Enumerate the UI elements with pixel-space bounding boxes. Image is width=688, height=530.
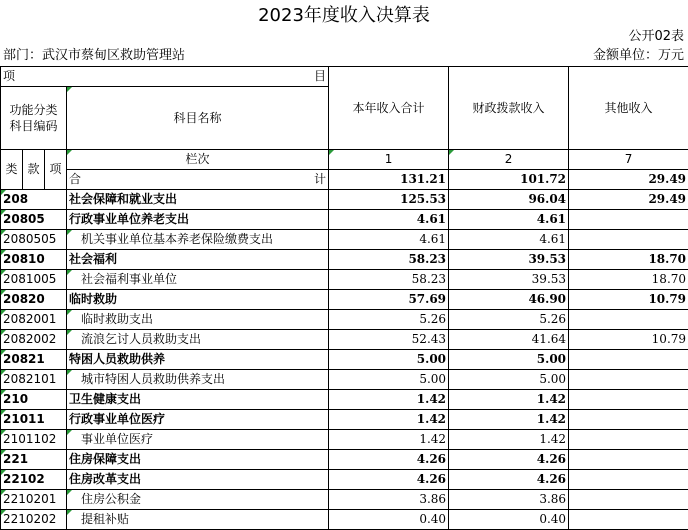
table-row bbox=[1, 470, 688, 490]
table-row bbox=[1, 270, 688, 290]
row-total: 4.26 bbox=[329, 470, 449, 490]
col-index-2: 2 bbox=[449, 150, 569, 170]
row-name: 特困人员救助供养 bbox=[67, 350, 329, 370]
lei-header: 类 bbox=[1, 150, 23, 190]
row-code: 221 bbox=[1, 450, 67, 470]
row-code: 2080505 bbox=[1, 230, 67, 250]
row-other bbox=[569, 510, 688, 530]
table-row bbox=[1, 310, 688, 330]
row-fiscal: 39.53 bbox=[449, 250, 569, 270]
col-other-header: 其他收入 bbox=[569, 67, 688, 150]
report-title: 2023年度收入决算表 bbox=[0, 2, 688, 30]
he-label: 合 bbox=[69, 170, 81, 189]
row-name: 社会福利事业单位 bbox=[67, 270, 329, 290]
row-code: 208 bbox=[1, 190, 67, 210]
row-code: 2081005 bbox=[1, 270, 67, 290]
row-other bbox=[569, 470, 688, 490]
row-name: 机关事业单位基本养老保险缴费支出 bbox=[67, 230, 329, 250]
row-fiscal: 4.61 bbox=[449, 210, 569, 230]
unit-label: 金额单位：万元 bbox=[593, 47, 684, 65]
row-name: 住房公积金 bbox=[67, 490, 329, 510]
row-fiscal: 4.26 bbox=[449, 470, 569, 490]
row-total: 4.61 bbox=[329, 230, 449, 250]
kuan-header: 款 bbox=[23, 150, 45, 190]
row-total: 125.53 bbox=[329, 190, 449, 210]
row-fiscal: 1.42 bbox=[449, 410, 569, 430]
row-other: 29.49 bbox=[569, 190, 688, 210]
col-total-header: 本年收入合计 bbox=[329, 67, 449, 150]
item-header-cell bbox=[1, 67, 329, 87]
row-code: 2210201 bbox=[1, 490, 67, 510]
row-other bbox=[569, 230, 688, 250]
row-total: 4.26 bbox=[329, 450, 449, 470]
table-row bbox=[1, 390, 688, 410]
row-total: 58.23 bbox=[329, 270, 449, 290]
row-other: 10.79 bbox=[569, 330, 688, 350]
row-fiscal: 5.00 bbox=[449, 370, 569, 390]
row-fiscal: 46.90 bbox=[449, 290, 569, 310]
row-total: 1.42 bbox=[329, 410, 449, 430]
row-name: 事业单位医疗 bbox=[67, 430, 329, 450]
row-total: 3.86 bbox=[329, 490, 449, 510]
row-code: 20820 bbox=[1, 290, 67, 310]
table-row bbox=[1, 410, 688, 430]
row-fiscal: 3.86 bbox=[449, 490, 569, 510]
row-name: 社会福利 bbox=[67, 250, 329, 270]
total-total: 131.21 bbox=[329, 170, 449, 190]
row-name: 临时救助 bbox=[67, 290, 329, 310]
table-row bbox=[1, 250, 688, 270]
table-row bbox=[1, 210, 688, 230]
row-name: 提租补贴 bbox=[67, 510, 329, 530]
row-fiscal: 39.53 bbox=[449, 270, 569, 290]
row-other bbox=[569, 370, 688, 390]
row-code: 21011 bbox=[1, 410, 67, 430]
ji-label: 计 bbox=[314, 170, 326, 189]
item-label: 项 bbox=[3, 67, 15, 86]
row-total: 5.00 bbox=[329, 370, 449, 390]
row-fiscal: 5.26 bbox=[449, 310, 569, 330]
table-row bbox=[1, 330, 688, 350]
row-other: 18.70 bbox=[569, 270, 688, 290]
row-other bbox=[569, 490, 688, 510]
mu-label: 目 bbox=[314, 67, 326, 86]
row-name: 行政事业单位医疗 bbox=[67, 410, 329, 430]
row-code: 2082002 bbox=[1, 330, 67, 350]
table-row bbox=[1, 350, 688, 370]
row-name: 临时救助支出 bbox=[67, 310, 329, 330]
row-other: 18.70 bbox=[569, 250, 688, 270]
row-total: 1.42 bbox=[329, 430, 449, 450]
row-other bbox=[569, 390, 688, 410]
row-other: 10.79 bbox=[569, 290, 688, 310]
col-index-7: 7 bbox=[569, 150, 688, 170]
col-fiscal-header: 财政拨款收入 bbox=[449, 67, 569, 150]
row-other bbox=[569, 210, 688, 230]
row-code: 2082101 bbox=[1, 370, 67, 390]
row-other bbox=[569, 450, 688, 470]
row-total: 0.40 bbox=[329, 510, 449, 530]
table-row bbox=[1, 370, 688, 390]
row-fiscal: 41.64 bbox=[449, 330, 569, 350]
row-name: 城市特困人员救助供养支出 bbox=[67, 370, 329, 390]
row-total: 5.26 bbox=[329, 310, 449, 330]
table-row bbox=[1, 230, 688, 250]
table-row bbox=[1, 190, 688, 210]
row-name: 社会保障和就业支出 bbox=[67, 190, 329, 210]
xiang-header: 项 bbox=[45, 150, 67, 190]
form-number: 公开02表 bbox=[628, 28, 684, 46]
row-code: 2210202 bbox=[1, 510, 67, 530]
row-fiscal: 1.42 bbox=[449, 390, 569, 410]
row-fiscal: 0.40 bbox=[449, 510, 569, 530]
func-code-header: 功能分类 科目编码 bbox=[1, 87, 67, 150]
total-other: 29.49 bbox=[569, 170, 688, 190]
row-name: 流浪乞讨人员救助支出 bbox=[67, 330, 329, 350]
row-other bbox=[569, 430, 688, 450]
row-other bbox=[569, 310, 688, 330]
row-code: 22102 bbox=[1, 470, 67, 490]
row-total: 5.00 bbox=[329, 350, 449, 370]
lanci-header: 栏次 bbox=[67, 150, 329, 170]
row-name: 住房保障支出 bbox=[67, 450, 329, 470]
row-other bbox=[569, 410, 688, 430]
row-total: 52.43 bbox=[329, 330, 449, 350]
row-code: 2082001 bbox=[1, 310, 67, 330]
row-code: 20805 bbox=[1, 210, 67, 230]
table-row bbox=[1, 290, 688, 310]
row-name: 住房改革支出 bbox=[67, 470, 329, 490]
row-fiscal: 96.04 bbox=[449, 190, 569, 210]
row-fiscal: 5.00 bbox=[449, 350, 569, 370]
row-code: 2101102 bbox=[1, 430, 67, 450]
row-name: 卫生健康支出 bbox=[67, 390, 329, 410]
row-total: 57.69 bbox=[329, 290, 449, 310]
department-label: 部门：武汉市蔡甸区救助管理站 bbox=[3, 47, 185, 65]
row-code: 20810 bbox=[1, 250, 67, 270]
row-code: 20821 bbox=[1, 350, 67, 370]
row-fiscal: 4.61 bbox=[449, 230, 569, 250]
table-row bbox=[1, 430, 688, 450]
total-fiscal: 101.72 bbox=[449, 170, 569, 190]
subject-name-header: 科目名称 bbox=[67, 87, 329, 150]
table-row bbox=[1, 490, 688, 510]
table-row bbox=[1, 450, 688, 470]
row-total: 1.42 bbox=[329, 390, 449, 410]
table-row bbox=[1, 510, 688, 530]
row-name: 行政事业单位养老支出 bbox=[67, 210, 329, 230]
col-index-1: 1 bbox=[329, 150, 449, 170]
row-other bbox=[569, 350, 688, 370]
total-label-cell bbox=[67, 170, 329, 190]
row-total: 58.23 bbox=[329, 250, 449, 270]
row-fiscal: 4.26 bbox=[449, 450, 569, 470]
row-fiscal: 1.42 bbox=[449, 430, 569, 450]
income-table bbox=[0, 66, 688, 530]
row-code: 210 bbox=[1, 390, 67, 410]
row-total: 4.61 bbox=[329, 210, 449, 230]
